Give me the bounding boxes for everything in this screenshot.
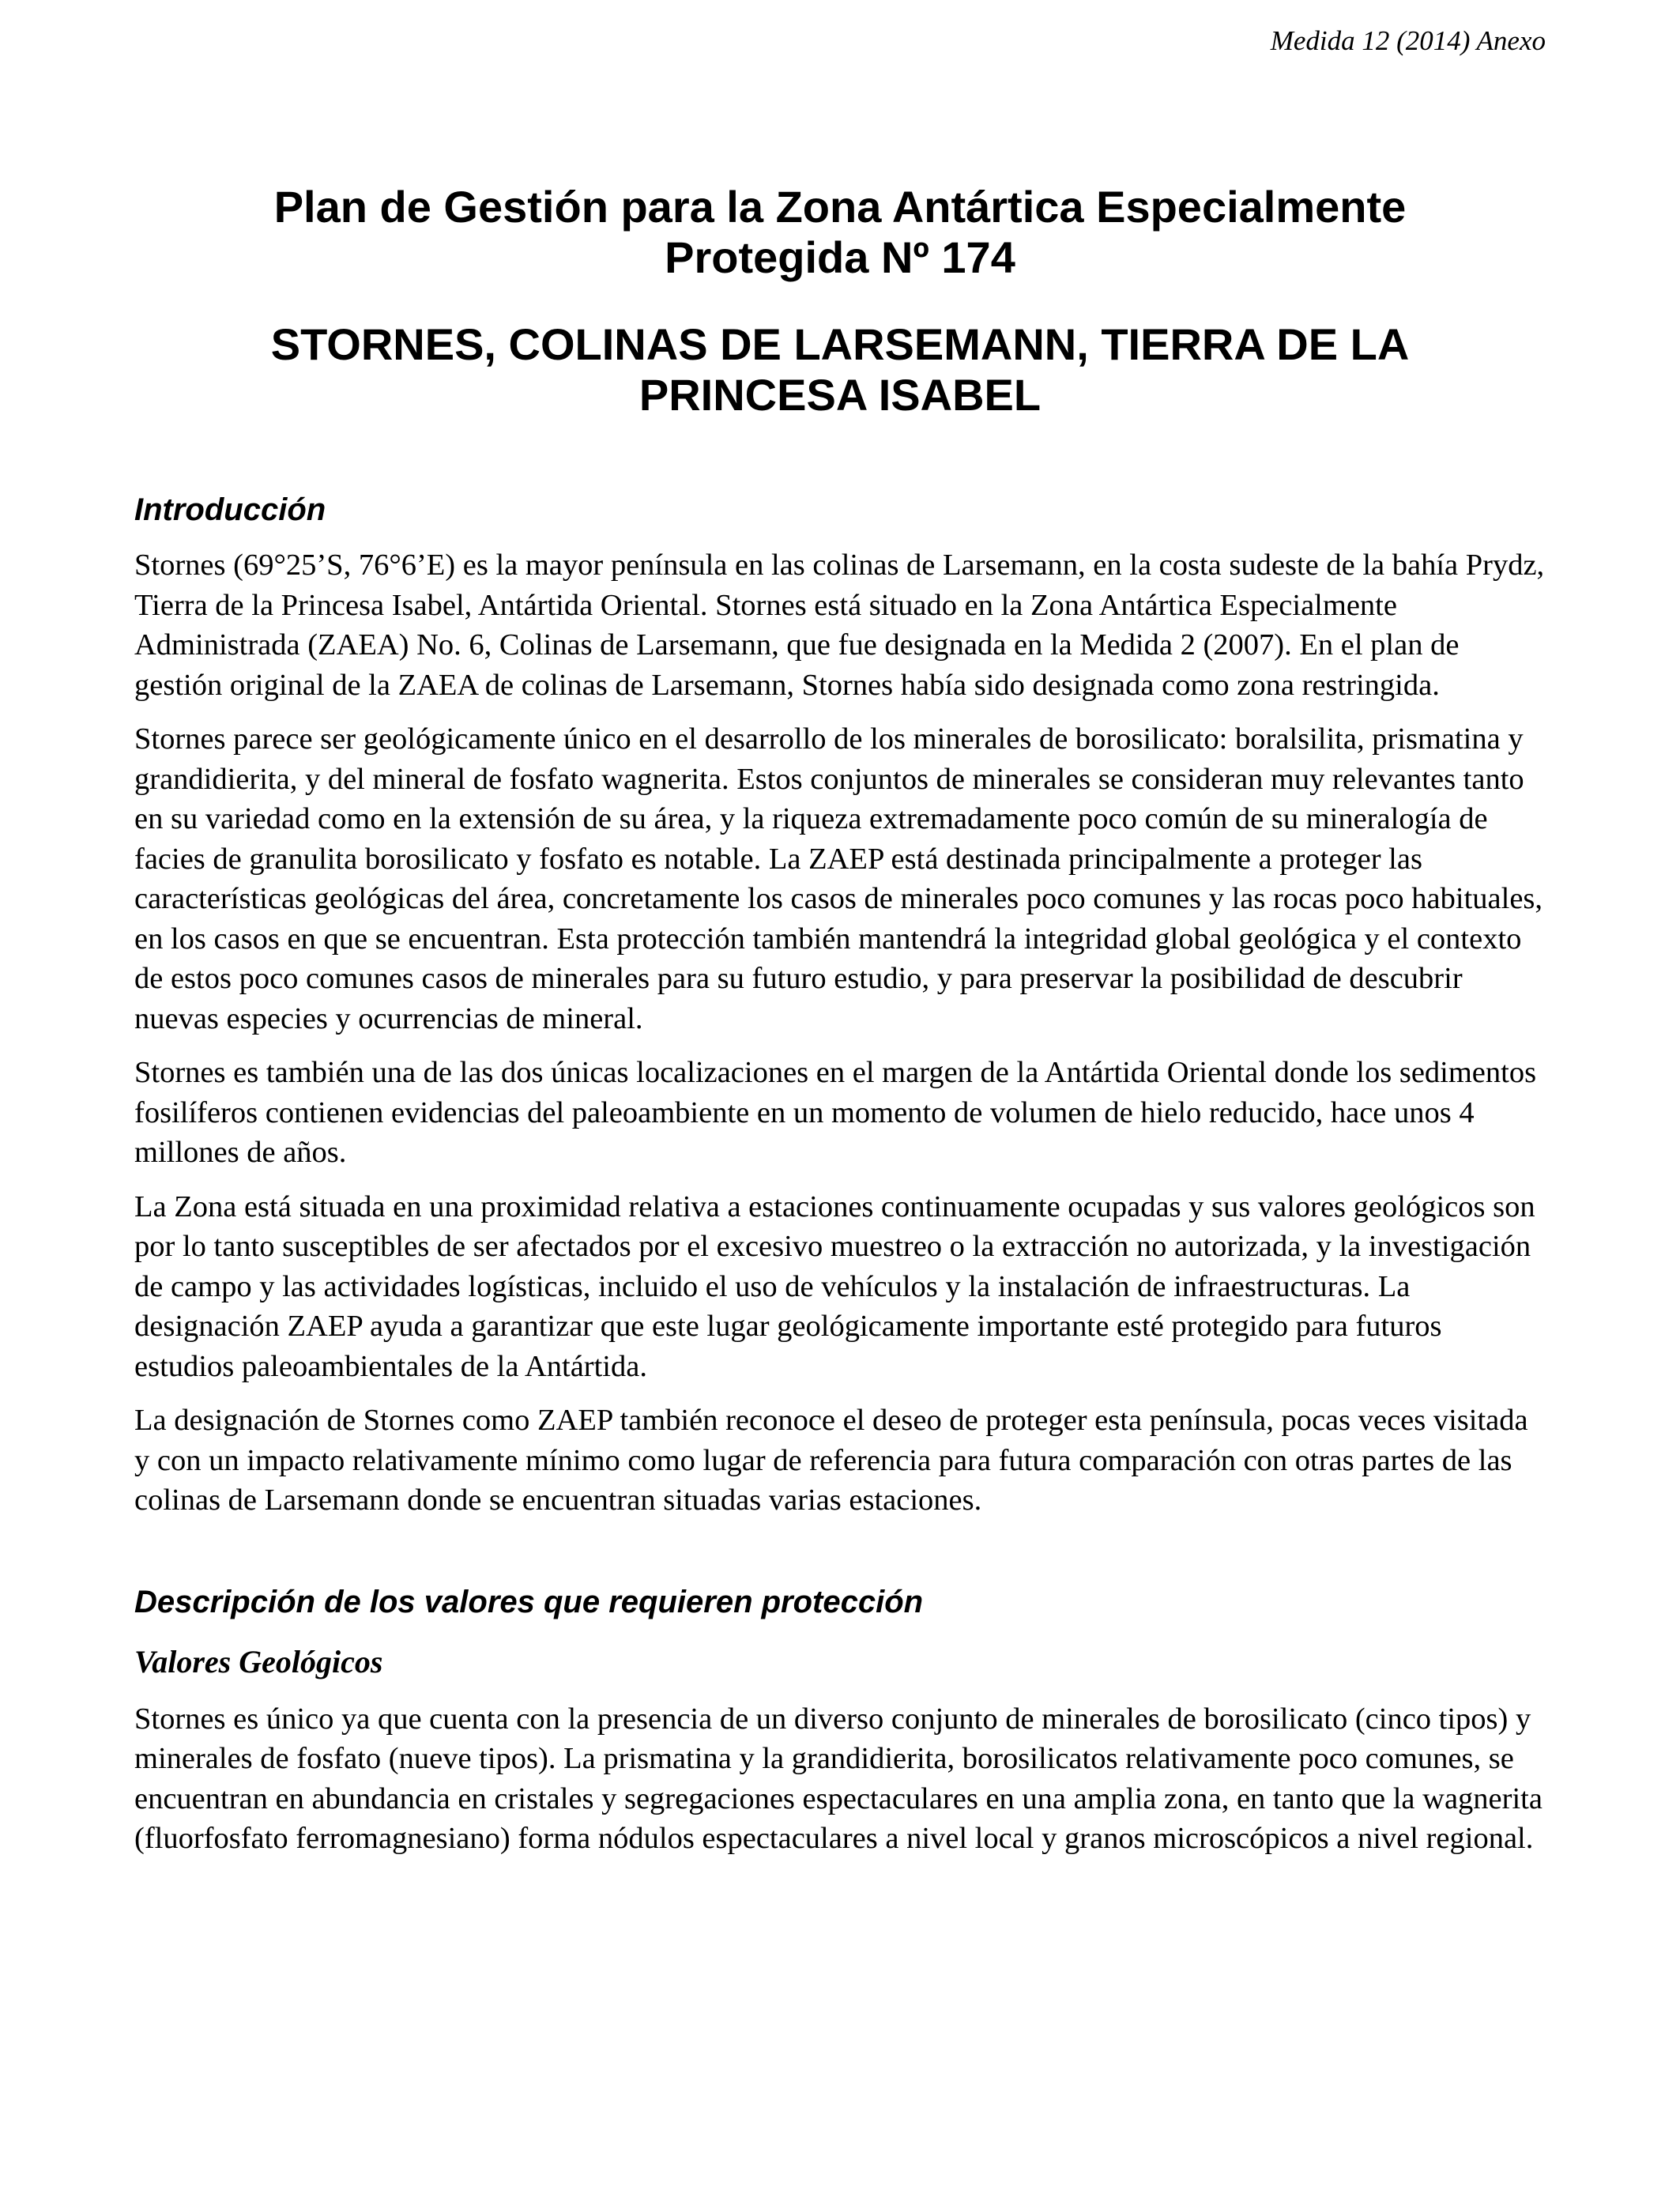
paragraph: Stornes es único ya que cuenta con la presencia de un diverso conjunto de minerales de borosilicato (cinco tipos) y minerales de fosfato (nueve tipos). La prismatina y la grandidierita, borosilicatos relativamente poco comunes, se encuentran en abundancia en cristales y segregaciones espectaculares en una amplia zona, en tanto que la wagnerita (fluorfosfato ferromagnesiano) forma nódulos espectaculares a nivel local y granos microscópicos a nivel regional.	[134, 1702, 1543, 1855]
paragraph: La Zona está situada en una proximidad relativa a estaciones continuamente ocupadas y sus valores geológicos son por lo tanto susceptibles de ser afectados por el excesivo muestreo o la extracción no autorizada, y la investigación de campo y las actividades logísticas, incluido el uso de vehículos y la instalación de infraestructuras. La designación ZAEP ayuda a garantizar que este lugar geológicamente importante esté protegido para futuros estudios paleoambientales de la Antártida.	[134, 1189, 1535, 1383]
document-subtitle: STORNES, COLINAS DE LARSEMANN, TIERRA DE LA PRINCESA ISABEL	[270, 319, 1410, 420]
paragraph: Stornes (69°25’S, 76°6’E) es la mayor península en las colinas de Larsemann, en la costa sudeste de la bahía Prydz, Tierra de la Princesa Isabel, Antártida Oriental. Stornes está situado en la Zona Antártica Especialmente Administrada (ZAEA) No. 6, Colinas de Larsemann, que fue designada en la Medida 2 (2007). En el plan de gestión original de la ZAEA de colinas de Larsemann, Stornes había sido designada como zona restringida.	[134, 548, 1545, 702]
paragraph: Stornes parece ser geológicamente único en el desarrollo de los minerales de borosilicato: boralsilita, prismatina y grandidierita, y del mineral de fosfato wagnerita. Estos conjuntos de minerales se consideran muy relevantes tanto en su variedad como en la extensión de su área, y la riqueza extremadamente poco común de su mineralogía de facies de granulita borosilicato y fosfato es notable. La ZAEP está destinada principalmente a proteger las características geológicas del área, concretamente los casos de minerales poco comunes y las rocas poco habituales, en los casos en que se encuentran. Esta protección también mantendrá la integridad global geológica y el contexto de estos poco comunes casos de minerales para su futuro estudio, y para preservar la posibilidad de descubrir nuevas especies y ocurrencias de mineral.	[134, 722, 1543, 1035]
document-body	[134, 182, 1546, 1873]
section-heading-introduction: Introducción	[134, 492, 326, 527]
section-introduction	[134, 490, 1546, 1521]
running-header: Medida 12 (2014) Anexo	[1270, 25, 1546, 56]
document-title: Plan de Gestión para la Zona Antártica Especialmente Protegida Nº 174	[273, 182, 1407, 282]
section-heading-values: Descripción de los valores que requieren protección	[134, 1584, 924, 1619]
subsection-heading-geological-values: Valores Geológicos	[134, 1643, 383, 1679]
paragraph: La designación de Stornes como ZAEP también reconoce el deseo de proteger esta península, pocas veces visitada y con un impacto relativamente mínimo como lugar de referencia para futura comparación con otras partes de las colinas de Larsemann donde se encuentran situadas varias estaciones.	[134, 1404, 1528, 1517]
section-values	[134, 1582, 1546, 1859]
paragraph: Stornes es también una de las dos únicas localizaciones en el margen de la Antártida Oriental donde los sedimentos fosilíferos contienen evidencias del paleoambiente en un momento de volumen de hielo reducido, hace unos 4 millones de años.	[134, 1056, 1537, 1169]
